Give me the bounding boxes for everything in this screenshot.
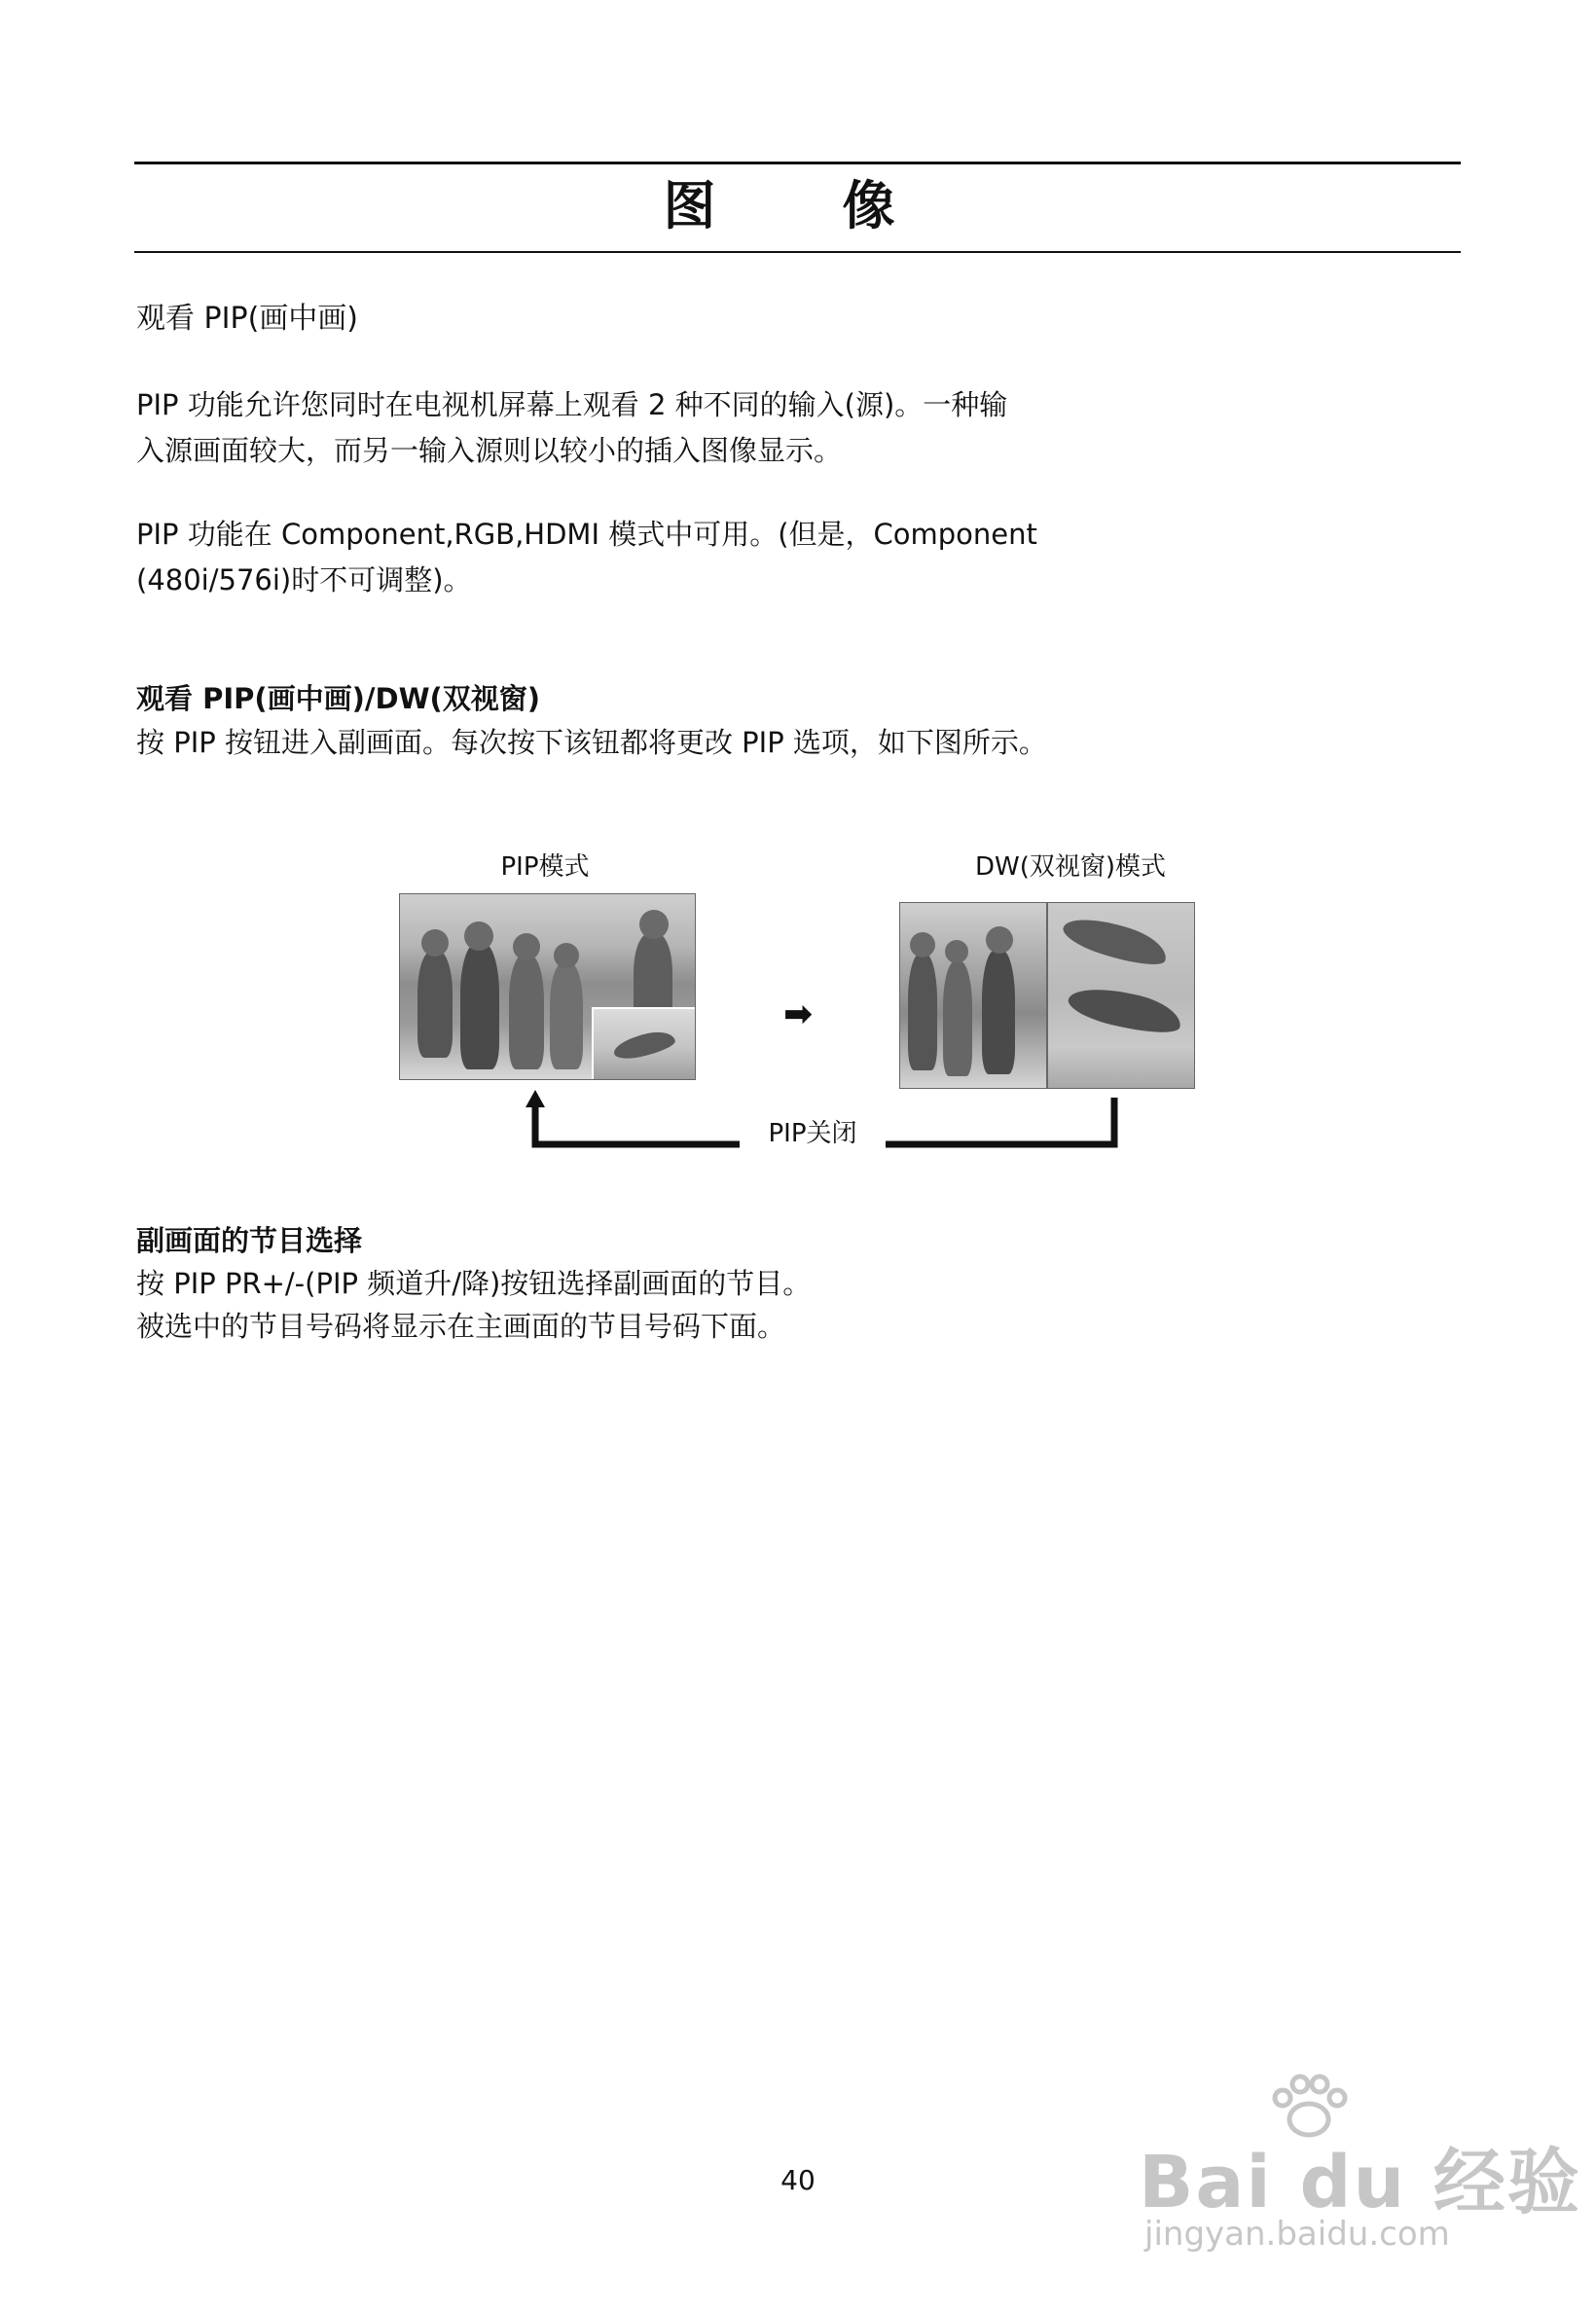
dolphin-shape — [1059, 909, 1171, 973]
child-head — [945, 940, 968, 963]
paragraph-line: 被选中的节目号码将显示在主画面的节目号码下面。 — [136, 1310, 786, 1343]
adult-head — [986, 926, 1013, 954]
arrow-right-icon: ➡ — [783, 994, 814, 1034]
watermark-url: jingyan.baidu.com — [1144, 2215, 1450, 2254]
dw-mode-caption: DW(双视窗)模式 — [974, 852, 1167, 882]
adult-head — [639, 910, 669, 939]
child-figure — [943, 961, 972, 1076]
section-heading-pip-dw: 观看 PIP(画中画)/DW(双视窗) — [136, 682, 541, 715]
page-title: 图 像 — [663, 175, 932, 236]
pip-mode-caption: PIP模式 — [500, 852, 590, 882]
loop-arrowhead — [526, 1090, 545, 1107]
dolphin-shape — [611, 1029, 676, 1063]
loop-right-segment — [886, 1098, 1114, 1144]
child-head — [421, 929, 449, 957]
dw-right-image — [1047, 902, 1195, 1089]
title-bottom-rule — [134, 251, 1461, 253]
loop-left-segment — [535, 1100, 740, 1144]
section-heading-sub-picture: 副画面的节目选择 — [136, 1224, 363, 1257]
paragraph-line: 按 PIP PR+/-(PIP 频道升/降)按钮选择副画面的节目。 — [136, 1267, 812, 1300]
child-head — [513, 933, 540, 960]
child-figure — [550, 962, 583, 1069]
paragraph-line: PIP 功能允许您同时在电视机屏幕上观看 2 种不同的输入(源)。一种输 — [136, 388, 1008, 421]
section-heading-pip: 观看 PIP(画中画) — [136, 302, 358, 336]
adult-figure — [982, 950, 1015, 1074]
child-figure — [460, 943, 499, 1069]
child-figure — [509, 955, 544, 1069]
paragraph-line: (480i/576i)时不可调整)。 — [136, 563, 472, 596]
paragraph-line: PIP 功能在 Component,RGB,HDMI 模式中可用。(但是，Component — [136, 518, 1037, 551]
top-rule — [134, 162, 1461, 164]
child-figure — [417, 951, 453, 1058]
pip-sub-picture — [592, 1007, 695, 1079]
watermark-main-text: Bai du 经验 — [1139, 2141, 1581, 2224]
paragraph-line: 按 PIP 按钮进入副画面。每次按下该钮都将更改 PIP 选项，如下图所示。 — [136, 726, 1047, 759]
paragraph-line: 入源画面较大，而另一输入源则以较小的插入图像显示。 — [136, 434, 843, 467]
dolphin-shape — [1065, 979, 1184, 1040]
page-number: 40 — [780, 2164, 816, 2196]
child-head — [554, 943, 579, 968]
pip-mode-image — [399, 893, 696, 1080]
pip-off-label: PIP关闭 — [768, 1119, 857, 1148]
dw-left-image — [899, 902, 1047, 1089]
child-figure — [908, 954, 937, 1070]
baidu-watermark — [1139, 2071, 1581, 2265]
child-head — [464, 921, 493, 951]
child-head — [910, 932, 935, 957]
